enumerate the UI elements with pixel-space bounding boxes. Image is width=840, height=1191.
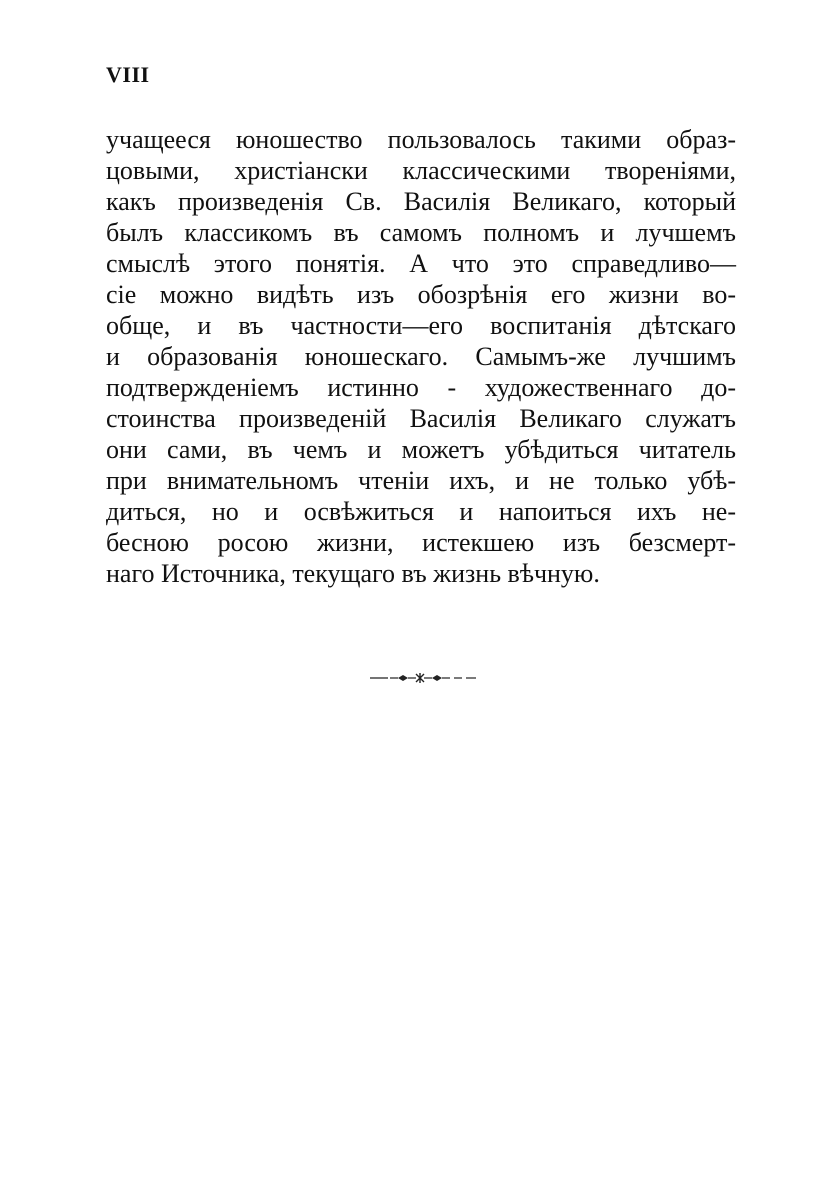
text-line: диться, но и освѣжиться и напоиться ихъ не- — [106, 497, 736, 526]
text-line: смыслѣ этого понятія. А что это справедливо— — [106, 249, 736, 278]
text-line: цовыми, христіански классическими твореніями, — [106, 156, 736, 185]
text-line: подтвержденіемъ истинно - художественнаго до- — [106, 373, 736, 402]
text-line: учащееся юношество пользовалось такими образ- — [106, 125, 736, 154]
text-line: и образованія юношескаго. Самымъ-же лучшимъ — [106, 342, 736, 371]
ornament-divider — [368, 666, 478, 690]
page-number: VIII — [106, 62, 150, 87]
body-text — [106, 124, 736, 589]
text-line: при внимательномъ чтеніи ихъ, и не только убѣ- — [106, 466, 736, 495]
text-line: наго Источника, текущаго въ жизнь вѣчную. — [106, 559, 600, 588]
text-line: обще, и въ частности—его воспитанія дѣтскаго — [106, 311, 736, 340]
text-line: они сами, въ чемъ и можетъ убѣдиться читатель — [106, 435, 736, 464]
text-line: какъ произведенія Св. Василія Великаго, который — [106, 187, 736, 216]
text-line: стоинства произведеній Василія Великаго служатъ — [106, 404, 736, 433]
text-line: бесною росою жизни, истекшею изъ безсмерт- — [106, 528, 736, 557]
text-line: былъ классикомъ въ самомъ полномъ и лучшемъ — [106, 218, 736, 247]
text-line: сіе можно видѣть изъ обозрѣнія его жизни во- — [106, 280, 736, 309]
